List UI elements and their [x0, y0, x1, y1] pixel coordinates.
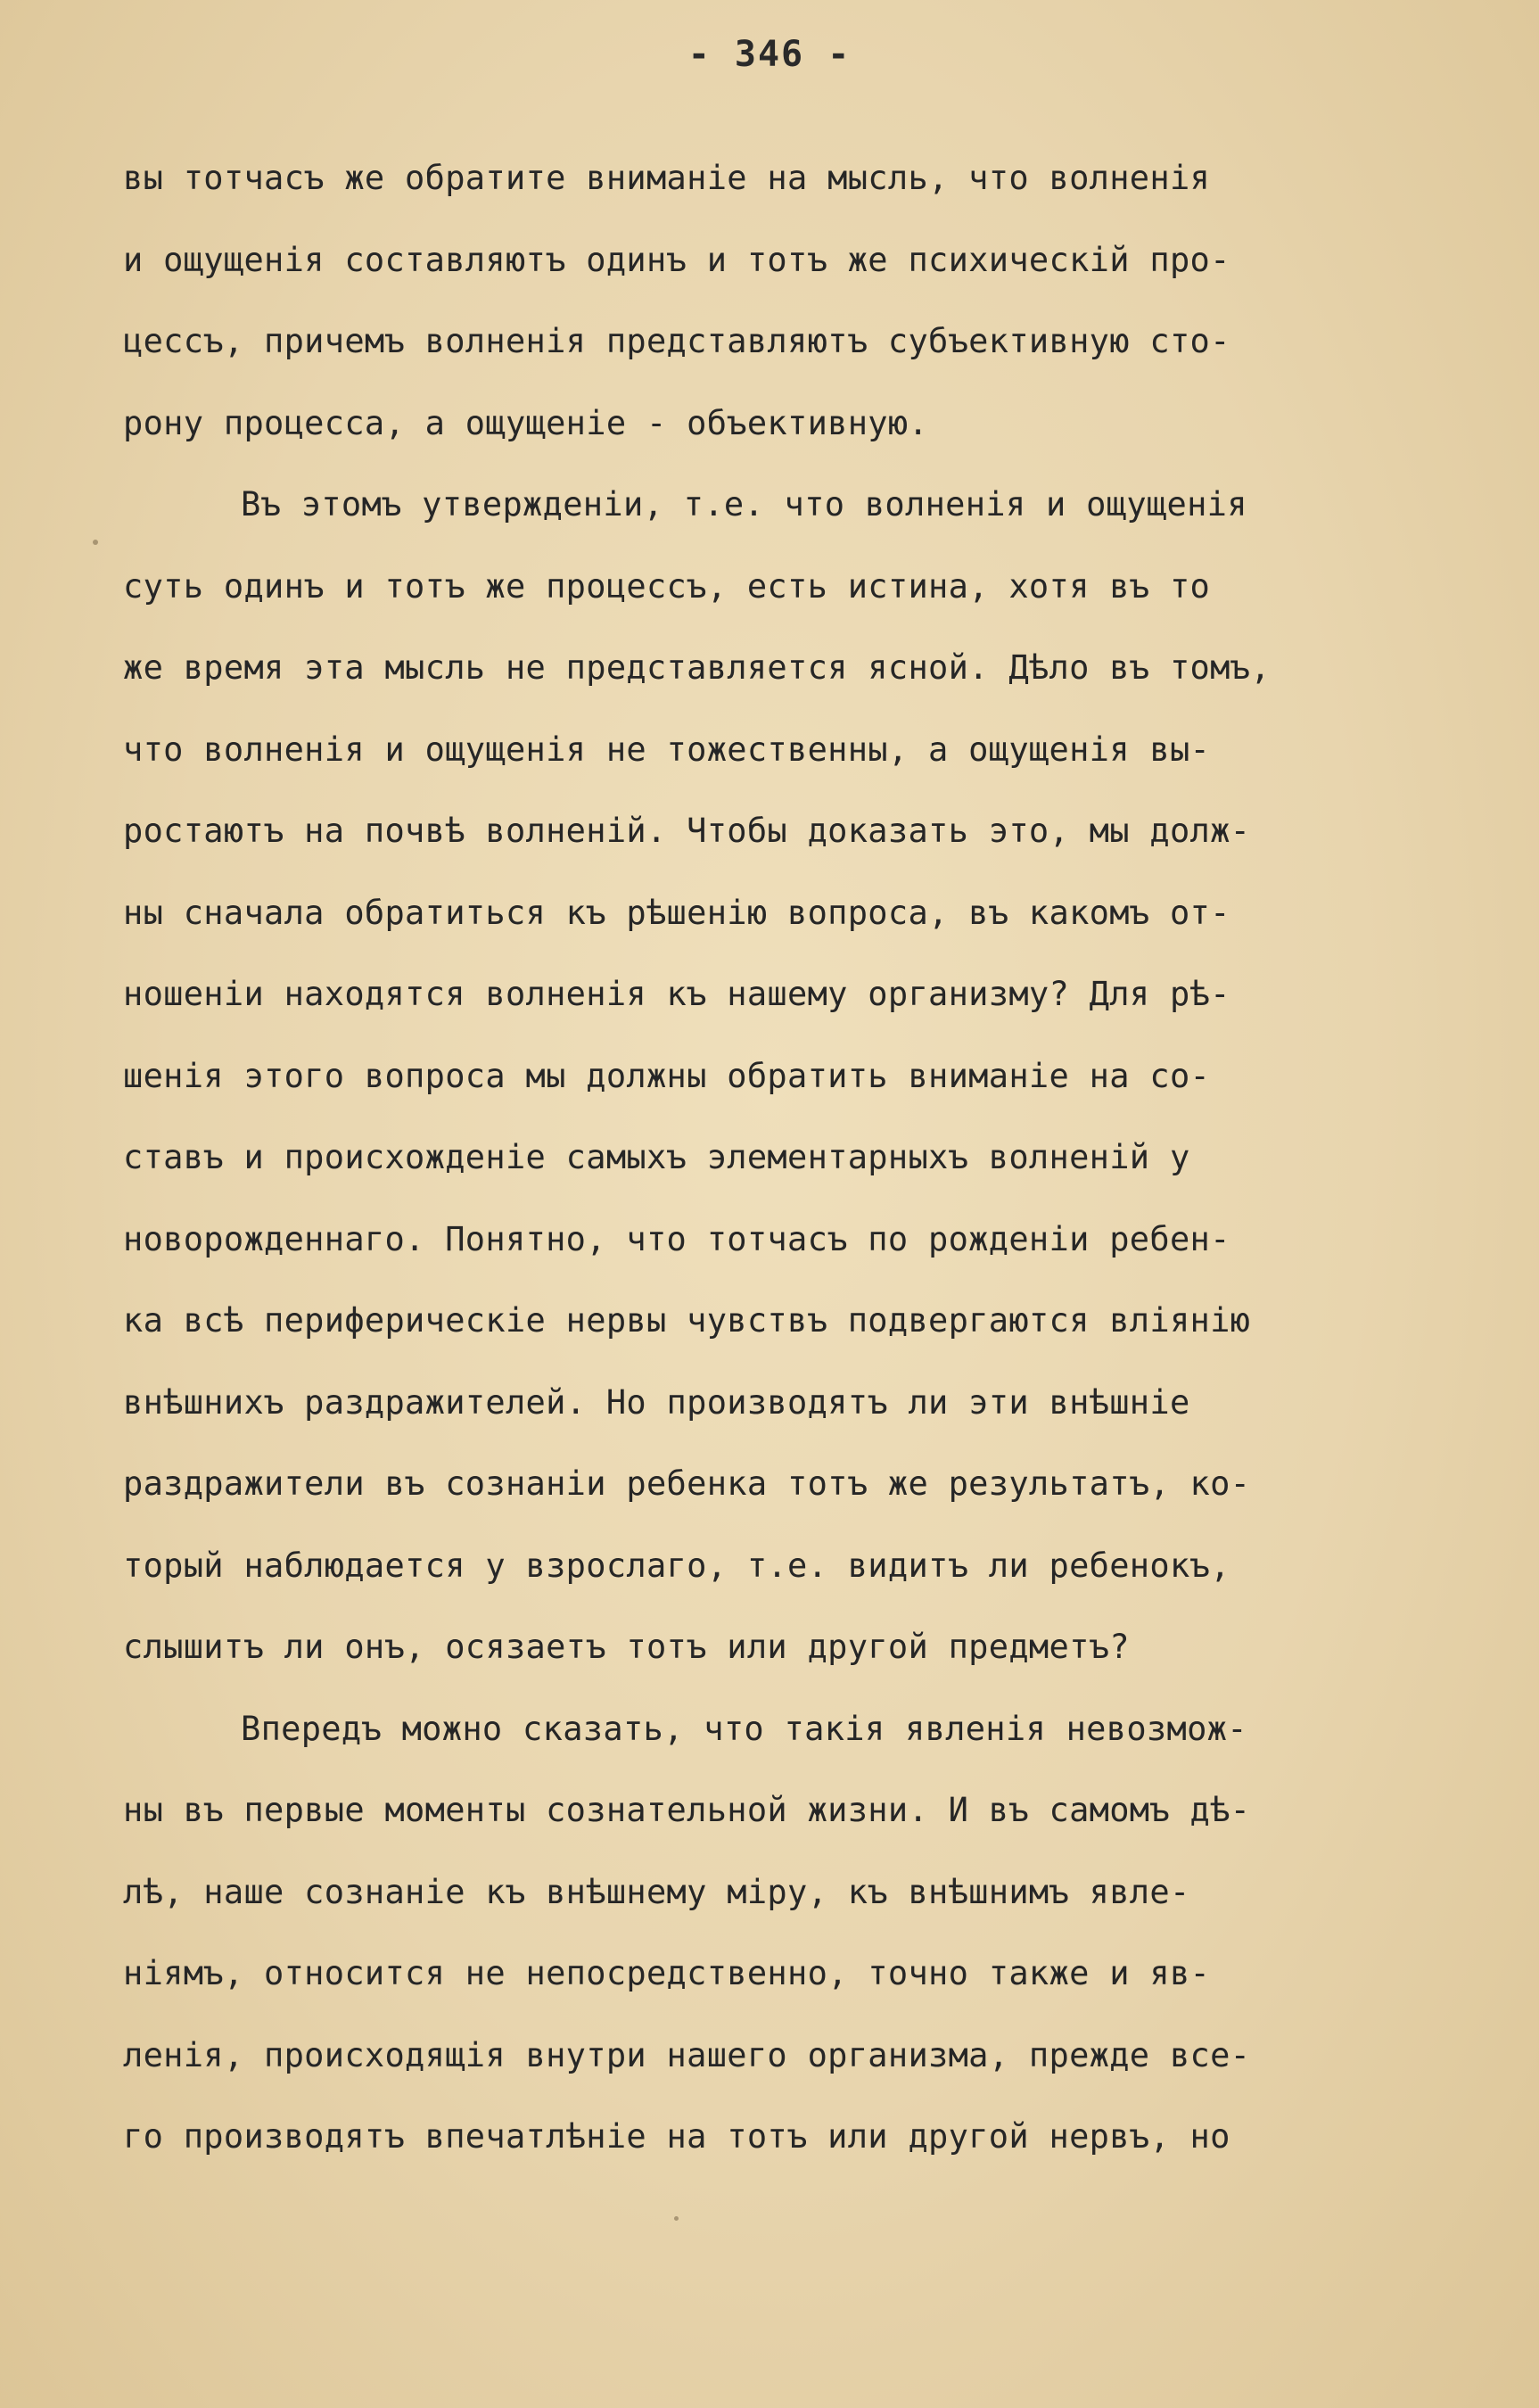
text-line: шенія этого вопроса мы должны обратить вниманіе на со-: [123, 1056, 1211, 1095]
text-line: ны въ первые моменты сознательной жизни. И въ самомъ дѣ-: [123, 1791, 1251, 1829]
paper-speck: [674, 2216, 679, 2221]
text-line: торый наблюдается у взрослаго, т.е. видитъ ли ребенокъ,: [123, 1546, 1230, 1585]
text-line: ны сначала обратиться къ рѣшенію вопроса, въ какомъ от-: [123, 893, 1230, 932]
page-number: - 346 -: [687, 34, 852, 75]
text-line: рону процесса, а ощущеніе - объективную.: [123, 403, 929, 442]
text-line: слышитъ ли онъ, осязаетъ тотъ или другой предметъ?: [123, 1628, 1130, 1666]
text-line: ніямъ, относится не непосредственно, точно также и яв-: [123, 1954, 1211, 1992]
paragraph-start-line: Въ этомъ утвержденіи, т.е. что волненія и ощущенія: [241, 485, 1247, 524]
text-line: внѣшнихъ раздражителей. Но производятъ ли эти внѣшніе: [123, 1382, 1190, 1422]
text-line: же время эта мысль не представляется ясной. Дѣло въ томъ,: [123, 648, 1271, 687]
text-body: [123, 152, 1478, 2192]
text-line: ленія, происходящія внутри нашего организма, прежде все-: [123, 2035, 1251, 2074]
text-line: суть одинъ и тотъ же процессъ, есть истина, хотя въ то: [123, 566, 1211, 606]
paper-speck: [93, 540, 98, 545]
text-line: ношеніи находятся волненія къ нашему организму? Для рѣ-: [123, 975, 1230, 1013]
text-line: раздражители въ сознаніи ребенка тотъ же результатъ, ко-: [123, 1464, 1251, 1503]
text-line: ставъ и происхожденіе самыхъ элементарныхъ волненій у: [123, 1138, 1190, 1176]
text-line: ростаютъ на почвѣ волненій. Чтобы доказать это, мы долж-: [123, 812, 1251, 850]
paragraph-start-line: Впередъ можно сказать, что такія явленія невозмож-: [241, 1709, 1247, 1748]
text-line: и ощущенія составляютъ одинъ и тотъ же психическій про-: [123, 240, 1230, 279]
text-line: что волненія и ощущенія не тожественны, а ощущенія вы-: [123, 730, 1211, 769]
text-line: новорожденнаго. Понятно, что тотчасъ по рожденіи ребен-: [123, 1219, 1230, 1258]
text-line: го производятъ впечатлѣніе на тотъ или другой нервъ, но: [123, 2117, 1230, 2156]
text-line: лѣ, наше сознаніе къ внѣшнему міру, къ внѣшнимъ явле-: [123, 1872, 1190, 1911]
text-line: ка всѣ периферическіе нервы чувствъ подвергаются вліянію: [123, 1301, 1251, 1340]
text-line: вы тотчасъ же обратите вниманіе на мысль, что волненія: [123, 159, 1211, 197]
text-line: цессъ, причемъ волненія представляютъ субъективную сто-: [123, 322, 1230, 360]
